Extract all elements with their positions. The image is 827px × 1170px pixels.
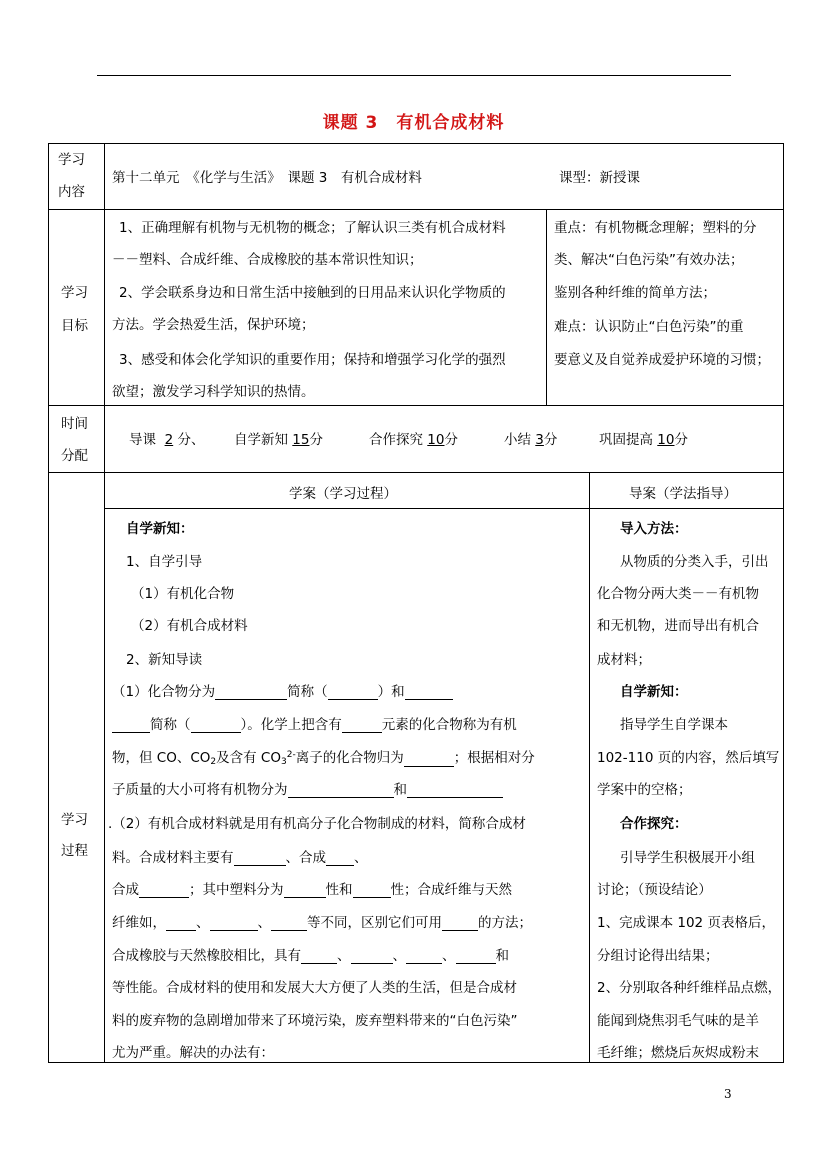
header-rule [97, 75, 731, 76]
question-1-line-2: 简称（ ）。化学上把含有 元素的化合物称为有机 [112, 713, 517, 733]
page-title: 课题 3 有机合成材料 [322, 113, 505, 133]
cooperation-line-2: 讨论；（预设结论） [597, 882, 712, 898]
row-label-content-1: 学习 [58, 152, 85, 168]
row-label-goals-1: 学习 [61, 285, 88, 301]
intro-line-4: 成材料； [597, 652, 651, 668]
intro-line-2: 化合物分两大类－－有机物 [597, 586, 759, 602]
time-item-cooperation: 合作探究 10分 [369, 432, 458, 448]
question-2-line-4: 纤维如， 、 、 等不同，区别它们可用 的方法； [112, 915, 532, 931]
question-2-line-8: 尤为严重。解决的办法有： [112, 1045, 274, 1061]
question-1-line-4: 子质量的大小可将有机物分为 和 [112, 778, 503, 798]
row-label-time-2: 分配 [61, 448, 88, 464]
lesson-content: 第十二单元 《化学与生活》 课题 3 有机合成材料 [112, 170, 422, 186]
self-study-heading: 自学新知： [126, 521, 194, 537]
row-label-process-1: 学习 [61, 812, 88, 828]
goal-line-1: 1、正确理解有机物与无机物的概念；了解认识三类有机合成材料 [119, 220, 506, 236]
self-study-guide-line-1: 指导学生自学课本 [620, 717, 728, 733]
question-2-line-3: 合成 ；其中塑料分为 性和 性；合成纤维与天然 [112, 882, 512, 898]
cooperation-line-5: 2、分别取各种纤维样品点燃， [597, 980, 782, 996]
row-divider-1 [49, 209, 783, 210]
cooperation-line-1: 引导学生积极展开小组 [620, 850, 755, 866]
organic-material: （2）有机合成材料 [131, 618, 248, 634]
question-2-line-7: 料的废弃物的急剧增加带来了环境污染，废弃塑料带来的“白色污染” [112, 1013, 518, 1029]
question-2-line-5: 合成橡胶与天然橡胶相比，具有 、 、 、 和 [112, 948, 509, 964]
focus-line-3: 鉴别各种纤维的简单方法； [554, 285, 716, 301]
self-study-guide-heading: 自学新知： [620, 684, 688, 700]
row-label-goals-2: 目标 [61, 318, 88, 334]
time-item-consolidate: 巩固提高 10分 [599, 432, 688, 448]
row-divider-3 [49, 472, 783, 473]
question-2-line-1: .（2）有机合成材料就是用有机高分子化合物制成的材料，简称合成材 [108, 816, 526, 832]
question-1-line-1: （1）化合物分为 简称（ ）和 [112, 680, 453, 700]
goal-line-6: 欲望；激发学习科学知识的热情。 [112, 384, 315, 400]
time-item-self-study: 自学新知 15分 [234, 432, 323, 448]
focus-line-2: 类、解决“白色污染”有效办法； [554, 252, 744, 268]
self-study-guide-line-3: 学案中的空格； [597, 782, 692, 798]
header-divider [104, 508, 783, 509]
right-column-header: 导案（学法指导） [629, 486, 737, 502]
self-study-guide-line-2: 102-110 页的内容，然后填写 [597, 750, 780, 766]
intro-line-1: 从物质的分类入手，引出 [620, 554, 769, 570]
focus-line-4: 难点：认识防止“白色污染”的重 [554, 319, 744, 335]
goal-line-2: －－塑料、合成纤维、合成橡胶的基本常识性知识； [112, 252, 423, 268]
left-column-header: 学案（学习过程） [289, 486, 397, 502]
question-2-line-6: 等性能。合成材料的使用和发展大大方便了人类的生活，但是合成材 [112, 980, 517, 996]
row-label-time-1: 时间 [61, 416, 88, 432]
cooperation-line-3: 1、完成课本 102 页表格后， [597, 915, 775, 931]
row-label-content-2: 内容 [58, 184, 85, 200]
organic-compound: （1）有机化合物 [131, 586, 235, 602]
row-divider-2 [49, 405, 783, 406]
process-divider [589, 472, 590, 1062]
goal-line-4: 方法。学会热爱生活，保护环境； [112, 317, 315, 333]
cooperation-line-7: 毛纤维；燃烧后灰烬成粉末 [597, 1045, 759, 1061]
self-guide: 1、自学引导 [126, 554, 203, 570]
cooperation-line-4: 分组讨论得出结果； [597, 948, 719, 964]
new-knowledge: 2、新知导读 [126, 652, 203, 668]
page-number: 3 [724, 1087, 732, 1101]
row-label-process-2: 过程 [61, 843, 88, 859]
lesson-type: 课型：新授课 [559, 170, 640, 186]
lesson-table [48, 143, 784, 1063]
goals-divider [546, 209, 547, 405]
label-column-divider [104, 144, 105, 1062]
question-1-line-3: 物，但 CO、$CO_2$及含有 $CO_3^{2-}$离子的化合物归为 ；根据相对分 [112, 750, 535, 767]
intro-method-heading: 导入方法： [620, 521, 688, 537]
time-item-summary: 小结 3分 [504, 432, 558, 448]
goal-line-3: 2、学会联系身边和日常生活中接触到的日用品来认识化学物质的 [119, 285, 506, 301]
goal-line-5: 3、感受和体会化学知识的重要作用；保持和增强学习化学的强烈 [119, 352, 506, 368]
intro-line-3: 和无机物，进而导出有机合 [597, 618, 759, 634]
focus-line-5: 要意义及自觉养成爱护环境的习惯； [554, 352, 770, 368]
focus-line-1: 重点：有机物概念理解；塑料的分 [554, 220, 757, 236]
time-item-intro: 导课 2 分、 [129, 432, 205, 448]
cooperation-heading: 合作探究： [620, 816, 688, 832]
question-2-line-2: 料。合成材料主要有 、合成 、 [112, 850, 368, 866]
cooperation-line-6: 能闻到烧焦羽毛气味的是羊 [597, 1013, 759, 1029]
